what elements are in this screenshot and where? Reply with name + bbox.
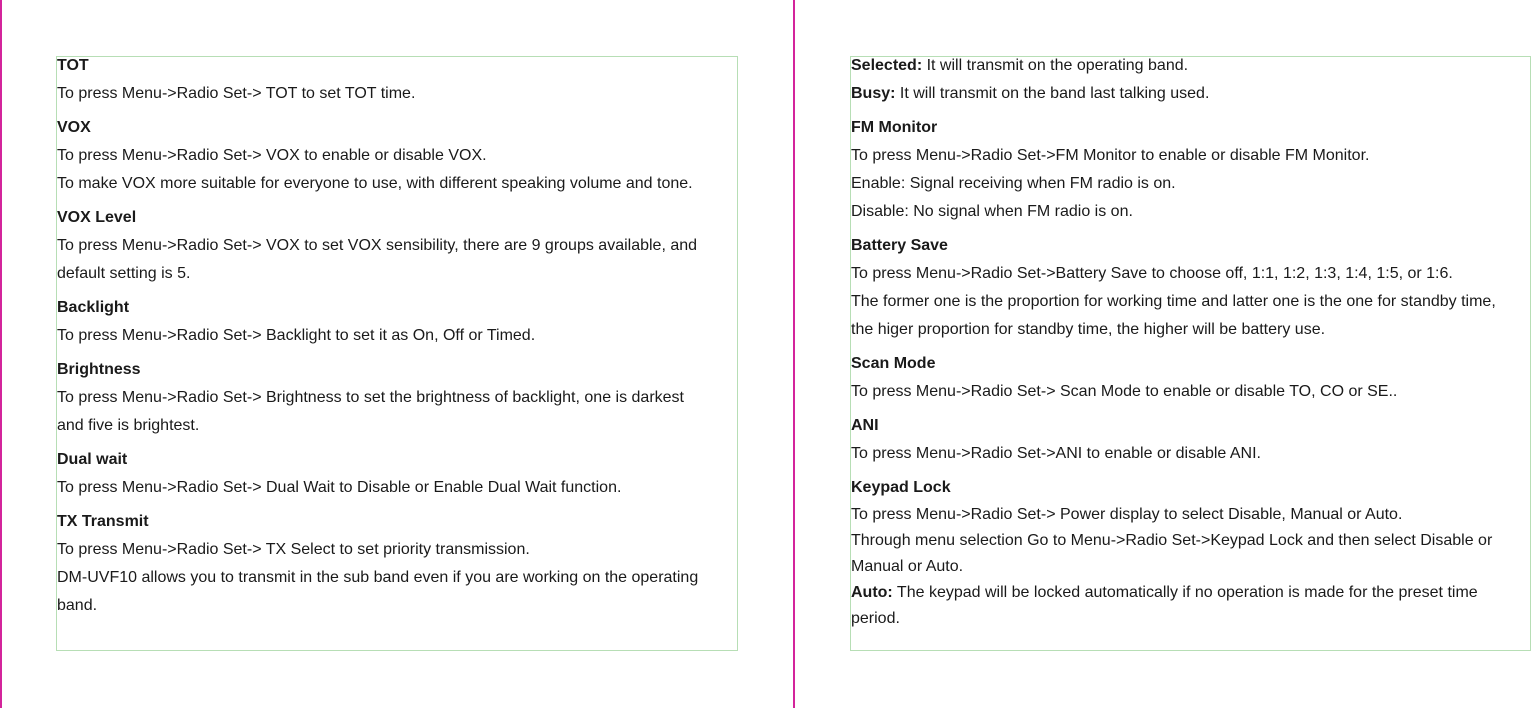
section-dual-wait <box>57 446 747 502</box>
section-battery-save <box>851 232 1535 344</box>
section-heading: FM Monitor <box>851 119 938 136</box>
section-text: To press Menu->Radio Set-> Brightness to set the brightness of backlight, one is darkest <box>57 389 684 406</box>
left-binding-line <box>0 0 2 708</box>
section-heading: Scan Mode <box>851 355 936 372</box>
section-heading: ANI <box>851 417 879 434</box>
section-heading: TOT <box>57 57 89 74</box>
section-tot <box>57 52 747 108</box>
left-page <box>57 52 747 626</box>
section-heading: Backlight <box>57 299 130 316</box>
section-heading: TX Transmit <box>57 513 149 530</box>
right-page <box>851 52 1535 638</box>
section-text: Manual or Auto. <box>851 558 964 575</box>
auto-note <box>851 580 1535 606</box>
section-text: To press Menu->Radio Set-> Power display to select Disable, Manual or Auto. <box>851 506 1403 523</box>
auto-note-continuation: period. <box>851 610 900 627</box>
section-text: To press Menu->Radio Set-> Scan Mode to enable or disable TO, CO or SE.. <box>851 383 1398 400</box>
section-text: To make VOX more suitable for everyone to use, with different speaking volume and tone. <box>57 175 693 192</box>
section-fm-monitor <box>851 114 1535 226</box>
section-heading: VOX <box>57 119 91 136</box>
section-text: Enable: Signal receiving when FM radio is on. <box>851 175 1176 192</box>
section-scan-mode <box>851 350 1535 406</box>
section-brightness <box>57 356 747 440</box>
section-keypad-lock <box>851 474 1535 632</box>
option-term: Selected: <box>851 57 923 74</box>
section-text: The former one is the proportion for working time and latter one is the one for standby time, <box>851 293 1496 310</box>
section-text: default setting is 5. <box>57 265 191 282</box>
section-heading: Battery Save <box>851 237 948 254</box>
option-term: Busy: <box>851 85 896 102</box>
option-term: Auto: <box>851 584 893 601</box>
section-text: To press Menu->Radio Set->Battery Save to choose off, 1:1, 1:2, 1:3, 1:4, 1:5, or 1:6. <box>851 265 1453 282</box>
section-text: To press Menu->Radio Set-> Dual Wait to Disable or Enable Dual Wait function. <box>57 479 622 496</box>
section-heading: VOX Level <box>57 209 137 226</box>
section-tx-transmit <box>57 508 747 620</box>
section-text: and five is brightest. <box>57 417 200 434</box>
option-text: It will transmit on the band last talking used. <box>895 85 1210 102</box>
section-text: To press Menu->Radio Set-> VOX to set VOX sensibility, there are 9 groups available, and <box>57 237 698 254</box>
option-text: It will transmit on the operating band. <box>922 57 1189 74</box>
tx-options <box>851 52 1535 108</box>
section-heading: Dual wait <box>57 451 128 468</box>
section-text: To press Menu->Radio Set->ANI to enable or disable ANI. <box>851 445 1261 462</box>
section-vox-level <box>57 204 747 288</box>
center-binding-line <box>793 0 795 708</box>
section-text: Disable: No signal when FM radio is on. <box>851 203 1133 220</box>
section-vox <box>57 114 747 198</box>
section-text: DM-UVF10 allows you to transmit in the sub band even if you are working on the operating <box>57 569 699 586</box>
section-text: the higer proportion for standby time, the higher will be battery use. <box>851 321 1326 338</box>
busy-option <box>851 80 1535 108</box>
selected-option <box>851 52 1535 80</box>
section-heading: Brightness <box>57 361 141 378</box>
section-heading: Keypad Lock <box>851 479 951 496</box>
section-text: To press Menu->Radio Set-> VOX to enable or disable VOX. <box>57 147 487 164</box>
section-text: To press Menu->Radio Set-> TX Select to set priority transmission. <box>57 541 530 558</box>
section-text: Through menu selection Go to Menu->Radio Set->Keypad Lock and then select Disable or <box>851 532 1493 549</box>
option-text: The keypad will be locked automatically if no operation is made for the preset time <box>892 584 1478 601</box>
section-text: band. <box>57 597 98 614</box>
section-text: To press Menu->Radio Set-> TOT to set TOT time. <box>57 85 416 102</box>
section-backlight <box>57 294 747 350</box>
section-text: To press Menu->Radio Set-> Backlight to set it as On, Off or Timed. <box>57 327 536 344</box>
section-text: To press Menu->Radio Set->FM Monitor to enable or disable FM Monitor. <box>851 147 1370 164</box>
section-ani <box>851 412 1535 468</box>
